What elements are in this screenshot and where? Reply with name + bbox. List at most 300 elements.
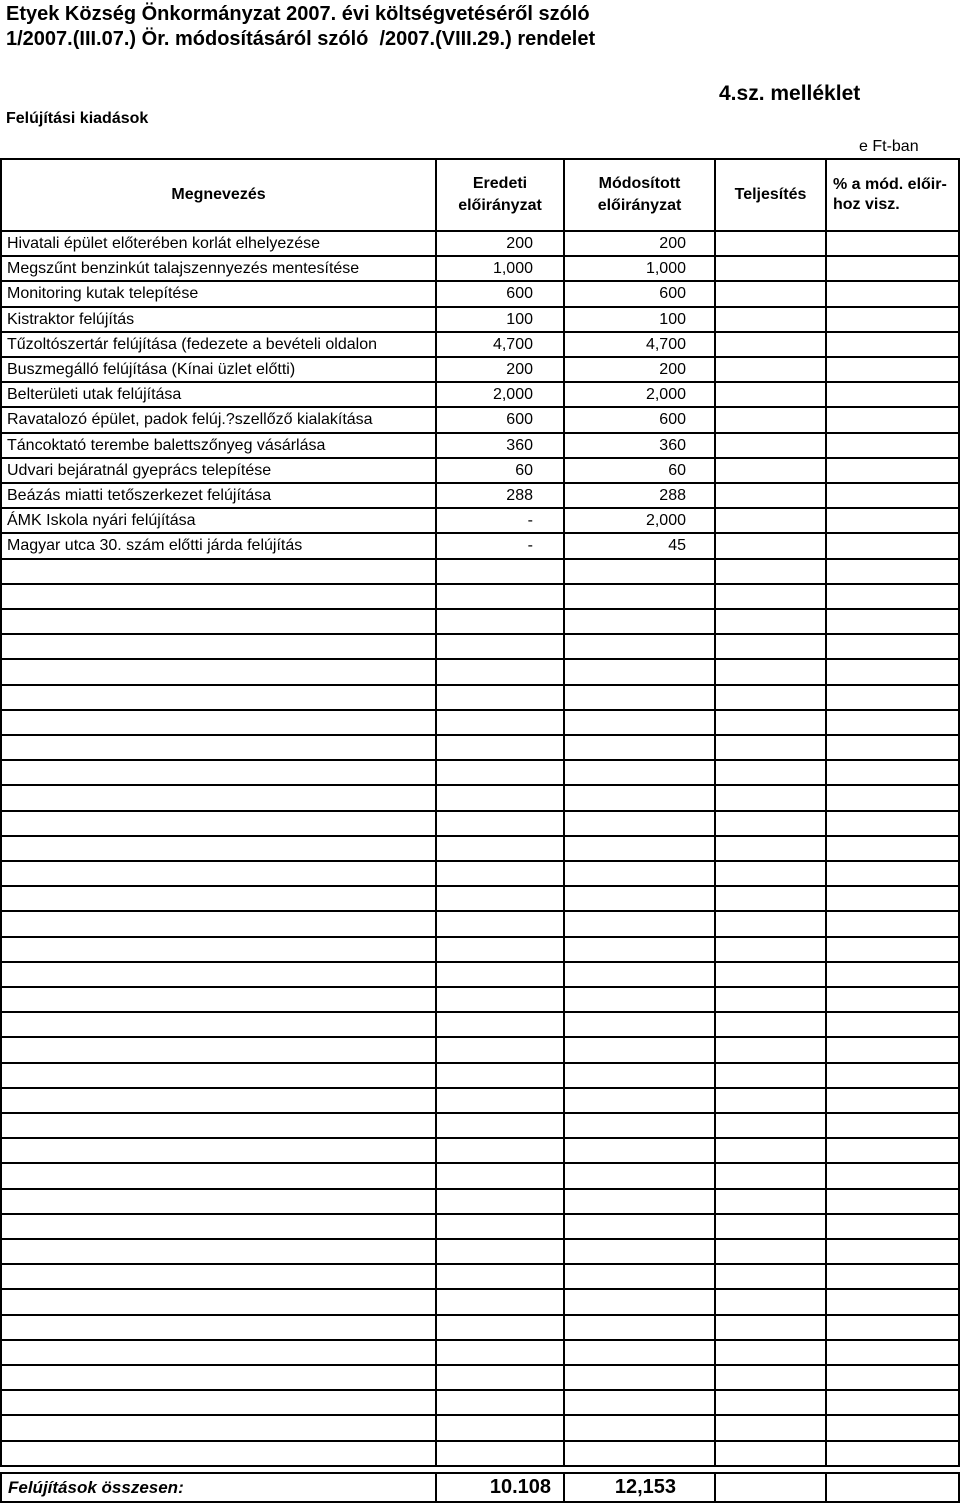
row-actual bbox=[716, 358, 827, 381]
row-actual bbox=[716, 1290, 827, 1313]
header-original-text: Eredeti előirányzat bbox=[458, 175, 542, 214]
row-original: - bbox=[437, 534, 565, 557]
row-original: 200 bbox=[437, 232, 565, 255]
header-original bbox=[437, 160, 565, 230]
row-actual bbox=[716, 1316, 827, 1339]
row-name bbox=[0, 837, 437, 860]
table-row bbox=[0, 509, 960, 534]
row-original bbox=[437, 1442, 565, 1465]
row-actual bbox=[716, 963, 827, 986]
row-percent bbox=[827, 408, 960, 431]
row-percent bbox=[827, 560, 960, 583]
row-name bbox=[0, 1316, 437, 1339]
row-percent bbox=[827, 459, 960, 482]
row-modified bbox=[565, 1013, 716, 1036]
row-actual bbox=[716, 383, 827, 406]
table-row bbox=[0, 1391, 960, 1416]
row-modified bbox=[565, 938, 716, 961]
table-row bbox=[0, 383, 960, 408]
row-modified: 100 bbox=[565, 308, 716, 331]
table-row bbox=[0, 862, 960, 887]
row-name bbox=[0, 887, 437, 910]
row-original: 2,000 bbox=[437, 383, 565, 406]
row-name: Buszmegálló felújítása (Kínai üzlet előtti) bbox=[0, 358, 437, 381]
row-actual bbox=[716, 1013, 827, 1036]
row-original bbox=[437, 1164, 565, 1187]
row-actual bbox=[716, 887, 827, 910]
table-row bbox=[0, 1265, 960, 1290]
total-row bbox=[0, 1472, 960, 1503]
unit-label: e Ft-ban bbox=[859, 138, 919, 155]
row-name bbox=[0, 635, 437, 658]
header-percent-text: % a mód. előir- hoz visz. bbox=[833, 176, 947, 213]
row-original bbox=[437, 1240, 565, 1263]
row-original: 600 bbox=[437, 282, 565, 305]
table-row bbox=[0, 1416, 960, 1441]
row-original bbox=[437, 635, 565, 658]
row-name: Táncoktató terembe balettszőnyeg vásárlása bbox=[0, 434, 437, 457]
row-modified bbox=[565, 963, 716, 986]
row-actual bbox=[716, 610, 827, 633]
row-actual bbox=[716, 1341, 827, 1364]
table-row bbox=[0, 887, 960, 912]
row-original: - bbox=[437, 509, 565, 532]
row-modified: 45 bbox=[565, 534, 716, 557]
row-name bbox=[0, 1139, 437, 1162]
row-modified bbox=[565, 1089, 716, 1112]
row-actual bbox=[716, 534, 827, 557]
table-row bbox=[0, 912, 960, 937]
row-actual bbox=[716, 1391, 827, 1414]
row-modified bbox=[565, 1240, 716, 1263]
total-percent bbox=[827, 1474, 960, 1501]
row-actual bbox=[716, 282, 827, 305]
table-row bbox=[0, 1290, 960, 1315]
row-modified bbox=[565, 1391, 716, 1414]
row-actual bbox=[716, 1366, 827, 1389]
row-actual bbox=[716, 1038, 827, 1061]
row-original bbox=[437, 660, 565, 683]
table-row bbox=[0, 1366, 960, 1391]
row-original bbox=[437, 1064, 565, 1087]
row-modified bbox=[565, 610, 716, 633]
row-actual bbox=[716, 711, 827, 734]
table-row bbox=[0, 635, 960, 660]
row-original bbox=[437, 1190, 565, 1213]
header-modified-text: Módosított előirányzat bbox=[597, 175, 682, 214]
row-original bbox=[437, 560, 565, 583]
row-actual bbox=[716, 1064, 827, 1087]
table-row bbox=[0, 1064, 960, 1089]
row-modified bbox=[565, 1038, 716, 1061]
row-modified: 1,000 bbox=[565, 257, 716, 280]
table-row bbox=[0, 761, 960, 786]
row-percent bbox=[827, 1341, 960, 1364]
row-name bbox=[0, 1366, 437, 1389]
row-original bbox=[437, 1391, 565, 1414]
row-name bbox=[0, 862, 437, 885]
row-original bbox=[437, 988, 565, 1011]
row-modified bbox=[565, 560, 716, 583]
row-modified bbox=[565, 761, 716, 784]
row-modified bbox=[565, 1139, 716, 1162]
row-modified: 2,000 bbox=[565, 509, 716, 532]
row-original bbox=[437, 912, 565, 935]
row-original bbox=[437, 1265, 565, 1288]
row-name bbox=[0, 761, 437, 784]
table-row bbox=[0, 358, 960, 383]
row-actual bbox=[716, 1416, 827, 1439]
table-row bbox=[0, 1316, 960, 1341]
row-percent bbox=[827, 232, 960, 255]
row-original bbox=[437, 585, 565, 608]
row-actual bbox=[716, 408, 827, 431]
row-percent bbox=[827, 1139, 960, 1162]
table-header bbox=[0, 158, 960, 232]
row-modified bbox=[565, 786, 716, 809]
row-actual bbox=[716, 1089, 827, 1112]
table-row bbox=[0, 1089, 960, 1114]
row-name bbox=[0, 585, 437, 608]
row-name bbox=[0, 1341, 437, 1364]
row-modified bbox=[565, 585, 716, 608]
row-original bbox=[437, 1114, 565, 1137]
row-percent bbox=[827, 1038, 960, 1061]
annex-label: 4.sz. melléklet bbox=[719, 82, 861, 105]
row-original bbox=[437, 736, 565, 759]
table-row bbox=[0, 988, 960, 1013]
row-original bbox=[437, 786, 565, 809]
row-original bbox=[437, 1341, 565, 1364]
table-row bbox=[0, 1215, 960, 1240]
row-modified: 60 bbox=[565, 459, 716, 482]
row-original bbox=[437, 711, 565, 734]
row-original: 600 bbox=[437, 408, 565, 431]
table-row bbox=[0, 1240, 960, 1265]
row-original: 288 bbox=[437, 484, 565, 507]
row-name: Megszűnt benzinkút talajszennyezés mentesítése bbox=[0, 257, 437, 280]
row-original bbox=[437, 1215, 565, 1238]
row-name: Ravatalozó épület, padok felúj.?szellőző kialakítása bbox=[0, 408, 437, 431]
row-name: Hivatali épület előterében korlát elhelyezése bbox=[0, 232, 437, 255]
row-actual bbox=[716, 1114, 827, 1137]
row-name bbox=[0, 988, 437, 1011]
row-percent bbox=[827, 761, 960, 784]
row-actual bbox=[716, 585, 827, 608]
row-actual bbox=[716, 736, 827, 759]
row-actual bbox=[716, 660, 827, 683]
row-percent bbox=[827, 660, 960, 683]
row-percent bbox=[827, 1366, 960, 1389]
row-modified: 200 bbox=[565, 232, 716, 255]
row-original: 4,700 bbox=[437, 333, 565, 356]
row-name: Udvari bejáratnál gyeprács telepítése bbox=[0, 459, 437, 482]
row-name: Kistraktor felújítás bbox=[0, 308, 437, 331]
row-original bbox=[437, 963, 565, 986]
row-name bbox=[0, 736, 437, 759]
row-name bbox=[0, 686, 437, 709]
row-name: Monitoring kutak telepítése bbox=[0, 282, 437, 305]
row-actual bbox=[716, 1139, 827, 1162]
table-row bbox=[0, 963, 960, 988]
row-actual bbox=[716, 862, 827, 885]
row-modified bbox=[565, 1190, 716, 1213]
header-actual: Teljesítés bbox=[716, 160, 827, 230]
header-name: Megnevezés bbox=[0, 160, 437, 230]
row-percent bbox=[827, 1114, 960, 1137]
row-original: 100 bbox=[437, 308, 565, 331]
row-percent bbox=[827, 358, 960, 381]
table-row bbox=[0, 459, 960, 484]
row-actual bbox=[716, 434, 827, 457]
row-modified bbox=[565, 1290, 716, 1313]
row-name: Magyar utca 30. szám előtti járda felújítás bbox=[0, 534, 437, 557]
row-percent bbox=[827, 308, 960, 331]
row-percent bbox=[827, 912, 960, 935]
row-modified bbox=[565, 1442, 716, 1465]
row-original bbox=[437, 1013, 565, 1036]
row-actual bbox=[716, 1442, 827, 1465]
row-modified bbox=[565, 736, 716, 759]
row-original bbox=[437, 938, 565, 961]
row-name bbox=[0, 1442, 437, 1465]
row-modified: 288 bbox=[565, 484, 716, 507]
row-modified: 360 bbox=[565, 434, 716, 457]
row-percent bbox=[827, 434, 960, 457]
row-modified bbox=[565, 812, 716, 835]
row-name: Belterületi utak felújítása bbox=[0, 383, 437, 406]
row-actual bbox=[716, 333, 827, 356]
row-original bbox=[437, 862, 565, 885]
row-modified bbox=[565, 635, 716, 658]
row-modified bbox=[565, 1064, 716, 1087]
row-percent bbox=[827, 786, 960, 809]
row-original bbox=[437, 1290, 565, 1313]
row-original bbox=[437, 1316, 565, 1339]
row-percent bbox=[827, 1215, 960, 1238]
row-modified bbox=[565, 912, 716, 935]
row-original bbox=[437, 1366, 565, 1389]
row-percent bbox=[827, 257, 960, 280]
table-row bbox=[0, 686, 960, 711]
table-row bbox=[0, 1190, 960, 1215]
row-percent bbox=[827, 1416, 960, 1439]
row-percent bbox=[827, 963, 960, 986]
total-original: 10.108 bbox=[437, 1474, 565, 1501]
table-row bbox=[0, 434, 960, 459]
row-actual bbox=[716, 635, 827, 658]
row-actual bbox=[716, 560, 827, 583]
row-percent bbox=[827, 1013, 960, 1036]
row-original bbox=[437, 686, 565, 709]
row-modified: 600 bbox=[565, 408, 716, 431]
row-actual bbox=[716, 1240, 827, 1263]
table-row bbox=[0, 1038, 960, 1063]
row-percent bbox=[827, 1265, 960, 1288]
row-modified bbox=[565, 1265, 716, 1288]
total-modified: 12,153 bbox=[565, 1474, 716, 1501]
row-name bbox=[0, 912, 437, 935]
row-name bbox=[0, 711, 437, 734]
row-percent bbox=[827, 988, 960, 1011]
row-actual bbox=[716, 912, 827, 935]
row-name bbox=[0, 1114, 437, 1137]
row-percent bbox=[827, 484, 960, 507]
header-percent bbox=[827, 160, 960, 230]
row-name bbox=[0, 1190, 437, 1213]
row-percent bbox=[827, 686, 960, 709]
row-actual bbox=[716, 257, 827, 280]
row-original bbox=[437, 610, 565, 633]
row-name: ÁMK Iskola nyári felújítása bbox=[0, 509, 437, 532]
row-actual bbox=[716, 1265, 827, 1288]
row-percent bbox=[827, 534, 960, 557]
row-actual bbox=[716, 988, 827, 1011]
table-row bbox=[0, 585, 960, 610]
row-percent bbox=[827, 1316, 960, 1339]
row-modified bbox=[565, 686, 716, 709]
row-percent bbox=[827, 282, 960, 305]
row-percent bbox=[827, 812, 960, 835]
row-modified bbox=[565, 1341, 716, 1364]
table-row bbox=[0, 1114, 960, 1139]
row-name: Beázás miatti tetőszerkezet felújítása bbox=[0, 484, 437, 507]
row-percent bbox=[827, 938, 960, 961]
row-modified bbox=[565, 837, 716, 860]
row-original: 200 bbox=[437, 358, 565, 381]
row-percent bbox=[827, 585, 960, 608]
table-row bbox=[0, 560, 960, 585]
row-name bbox=[0, 1064, 437, 1087]
row-actual bbox=[716, 938, 827, 961]
row-original bbox=[437, 837, 565, 860]
row-percent bbox=[827, 509, 960, 532]
table-row bbox=[0, 1139, 960, 1164]
row-percent bbox=[827, 736, 960, 759]
row-percent bbox=[827, 1442, 960, 1465]
table-row bbox=[0, 812, 960, 837]
row-name bbox=[0, 938, 437, 961]
row-percent bbox=[827, 610, 960, 633]
row-actual bbox=[716, 786, 827, 809]
row-name bbox=[0, 1089, 437, 1112]
table-row bbox=[0, 1341, 960, 1366]
section-title: Felújítási kiadások bbox=[6, 110, 149, 127]
row-actual bbox=[716, 1164, 827, 1187]
table-row bbox=[0, 308, 960, 333]
row-modified: 600 bbox=[565, 282, 716, 305]
row-modified: 200 bbox=[565, 358, 716, 381]
table-row bbox=[0, 711, 960, 736]
row-original: 360 bbox=[437, 434, 565, 457]
row-modified bbox=[565, 660, 716, 683]
row-percent bbox=[827, 1391, 960, 1414]
row-actual bbox=[716, 1190, 827, 1213]
row-name bbox=[0, 812, 437, 835]
row-original: 60 bbox=[437, 459, 565, 482]
row-original bbox=[437, 1089, 565, 1112]
row-modified bbox=[565, 862, 716, 885]
row-name bbox=[0, 1164, 437, 1187]
row-name bbox=[0, 1391, 437, 1414]
row-modified bbox=[565, 711, 716, 734]
row-name bbox=[0, 1240, 437, 1263]
row-name bbox=[0, 1215, 437, 1238]
row-percent bbox=[827, 711, 960, 734]
row-modified bbox=[565, 1416, 716, 1439]
row-actual bbox=[716, 509, 827, 532]
row-modified bbox=[565, 887, 716, 910]
row-original bbox=[437, 812, 565, 835]
table-row bbox=[0, 938, 960, 963]
row-name bbox=[0, 1013, 437, 1036]
table-row bbox=[0, 660, 960, 685]
row-actual bbox=[716, 308, 827, 331]
row-actual bbox=[716, 761, 827, 784]
row-percent bbox=[827, 1290, 960, 1313]
row-percent bbox=[827, 1089, 960, 1112]
total-actual bbox=[716, 1474, 827, 1501]
table-row bbox=[0, 1442, 960, 1467]
row-actual bbox=[716, 459, 827, 482]
row-name: Tűzoltószertár felújítása (fedezete a bevételi oldalon bbox=[0, 333, 437, 356]
table-row bbox=[0, 408, 960, 433]
table-row bbox=[0, 1164, 960, 1189]
row-percent bbox=[827, 333, 960, 356]
row-name bbox=[0, 610, 437, 633]
row-modified bbox=[565, 1316, 716, 1339]
header-modified bbox=[565, 160, 716, 230]
row-modified bbox=[565, 1366, 716, 1389]
document-title: Etyek Község Önkormányzat 2007. évi költségvetéséről szóló 1/2007.(III.07.) Ör. módosításáról szóló /2007.(VIII.29.) rendelet bbox=[6, 3, 596, 50]
table-row bbox=[0, 736, 960, 761]
row-actual bbox=[716, 484, 827, 507]
row-percent bbox=[827, 1064, 960, 1087]
row-name bbox=[0, 1038, 437, 1061]
row-name bbox=[0, 1265, 437, 1288]
row-actual bbox=[716, 686, 827, 709]
row-percent bbox=[827, 1190, 960, 1213]
row-percent bbox=[827, 635, 960, 658]
row-actual bbox=[716, 232, 827, 255]
table-row bbox=[0, 257, 960, 282]
row-actual bbox=[716, 812, 827, 835]
row-original bbox=[437, 1416, 565, 1439]
row-actual bbox=[716, 1215, 827, 1238]
table-row bbox=[0, 484, 960, 509]
row-percent bbox=[827, 383, 960, 406]
row-modified bbox=[565, 1114, 716, 1137]
table-row bbox=[0, 534, 960, 559]
table-row bbox=[0, 786, 960, 811]
row-name bbox=[0, 560, 437, 583]
row-original: 1,000 bbox=[437, 257, 565, 280]
row-original bbox=[437, 1038, 565, 1061]
row-name bbox=[0, 660, 437, 683]
table-row bbox=[0, 610, 960, 635]
row-modified bbox=[565, 1164, 716, 1187]
row-modified bbox=[565, 1215, 716, 1238]
row-modified: 4,700 bbox=[565, 333, 716, 356]
row-percent bbox=[827, 887, 960, 910]
row-modified: 2,000 bbox=[565, 383, 716, 406]
row-name bbox=[0, 963, 437, 986]
row-original bbox=[437, 761, 565, 784]
table-row bbox=[0, 837, 960, 862]
table-row bbox=[0, 232, 960, 257]
row-modified bbox=[565, 988, 716, 1011]
row-percent bbox=[827, 837, 960, 860]
